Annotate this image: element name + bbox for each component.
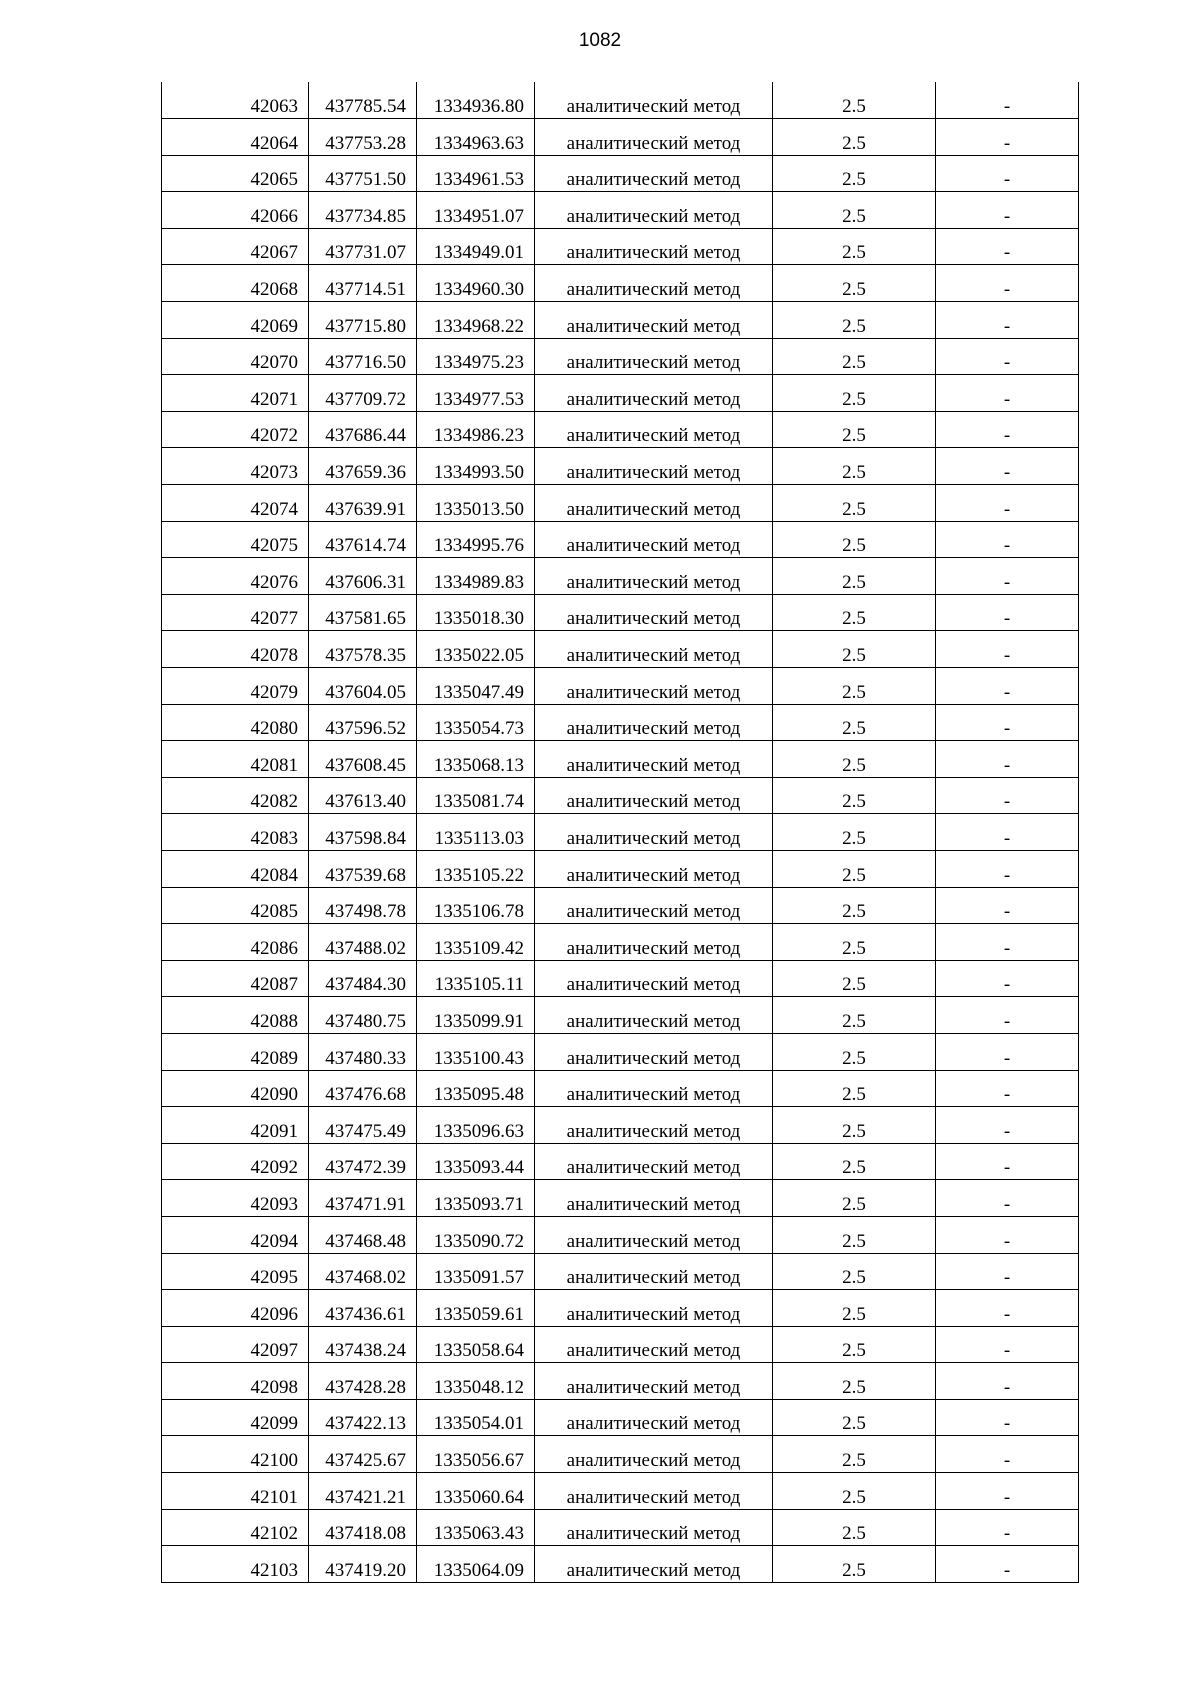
y-coordinate-cell: 1334961.53 [417,155,535,192]
note-cell: - [936,1180,1079,1217]
table-row [162,850,1079,887]
x-coordinate-cell: 437604.05 [309,668,417,705]
note-cell: - [936,228,1079,265]
point-number-cell: 42077 [162,594,309,631]
y-coordinate-cell: 1335095.48 [417,1070,535,1107]
point-number-cell: 42093 [162,1180,309,1217]
y-coordinate-cell: 1335022.05 [417,631,535,668]
method-cell: аналитический метод [535,375,773,412]
x-coordinate-cell: 437476.68 [309,1070,417,1107]
note-cell: - [936,1216,1079,1253]
accuracy-cell: 2.5 [773,155,936,192]
accuracy-cell: 2.5 [773,302,936,339]
table-row [162,411,1079,448]
note-cell: - [936,631,1079,668]
note-cell: - [936,1033,1079,1070]
note-cell: - [936,960,1079,997]
point-number-cell: 42072 [162,411,309,448]
accuracy-cell: 2.5 [773,1363,936,1400]
page-number: 1082 [578,30,622,51]
x-coordinate-cell: 437418.08 [309,1509,417,1546]
x-coordinate-cell: 437731.07 [309,228,417,265]
method-cell: аналитический метод [535,1070,773,1107]
method-cell: аналитический метод [535,265,773,302]
y-coordinate-cell: 1335096.63 [417,1107,535,1144]
point-number-cell: 42081 [162,741,309,778]
point-number-cell: 42074 [162,485,309,522]
y-coordinate-cell: 1334951.07 [417,192,535,229]
x-coordinate-cell: 437659.36 [309,448,417,485]
table-row [162,558,1079,595]
point-number-cell: 42097 [162,1326,309,1363]
x-coordinate-cell: 437596.52 [309,704,417,741]
y-coordinate-cell: 1335054.01 [417,1399,535,1436]
accuracy-cell: 2.5 [773,119,936,156]
accuracy-cell: 2.5 [773,1033,936,1070]
method-cell: аналитический метод [535,192,773,229]
table-row [162,82,1079,119]
accuracy-cell: 2.5 [773,1546,936,1583]
point-number-cell: 42078 [162,631,309,668]
x-coordinate-cell: 437436.61 [309,1290,417,1327]
y-coordinate-cell: 1335099.91 [417,997,535,1034]
accuracy-cell: 2.5 [773,82,936,119]
x-coordinate-cell: 437468.02 [309,1253,417,1290]
note-cell: - [936,704,1079,741]
coordinates-table-body [162,82,1079,1582]
table-row [162,1253,1079,1290]
note-cell: - [936,265,1079,302]
table-row [162,521,1079,558]
y-coordinate-cell: 1335064.09 [417,1546,535,1583]
method-cell: аналитический метод [535,485,773,522]
y-coordinate-cell: 1335060.64 [417,1473,535,1510]
point-number-cell: 42095 [162,1253,309,1290]
x-coordinate-cell: 437639.91 [309,485,417,522]
method-cell: аналитический метод [535,1143,773,1180]
accuracy-cell: 2.5 [773,521,936,558]
table-row [162,1326,1079,1363]
accuracy-cell: 2.5 [773,1326,936,1363]
y-coordinate-cell: 1335093.44 [417,1143,535,1180]
note-cell: - [936,594,1079,631]
accuracy-cell: 2.5 [773,997,936,1034]
method-cell: аналитический метод [535,119,773,156]
method-cell: аналитический метод [535,448,773,485]
point-number-cell: 42094 [162,1216,309,1253]
table-row [162,1107,1079,1144]
x-coordinate-cell: 437598.84 [309,814,417,851]
y-coordinate-cell: 1334936.80 [417,82,535,119]
accuracy-cell: 2.5 [773,1070,936,1107]
x-coordinate-cell: 437480.33 [309,1033,417,1070]
note-cell: - [936,1546,1079,1583]
y-coordinate-cell: 1335047.49 [417,668,535,705]
note-cell: - [936,119,1079,156]
point-number-cell: 42100 [162,1436,309,1473]
accuracy-cell: 2.5 [773,741,936,778]
method-cell: аналитический метод [535,521,773,558]
point-number-cell: 42090 [162,1070,309,1107]
x-coordinate-cell: 437468.48 [309,1216,417,1253]
method-cell: аналитический метод [535,924,773,961]
note-cell: - [936,1509,1079,1546]
coordinates-table [161,82,1079,1583]
x-coordinate-cell: 437498.78 [309,887,417,924]
table-row [162,192,1079,229]
note-cell: - [936,1143,1079,1180]
note-cell: - [936,1399,1079,1436]
note-cell: - [936,448,1079,485]
table-row [162,302,1079,339]
table-row [162,960,1079,997]
method-cell: аналитический метод [535,631,773,668]
table-row [162,668,1079,705]
accuracy-cell: 2.5 [773,594,936,631]
x-coordinate-cell: 437785.54 [309,82,417,119]
x-coordinate-cell: 437753.28 [309,119,417,156]
point-number-cell: 42067 [162,228,309,265]
y-coordinate-cell: 1335106.78 [417,887,535,924]
note-cell: - [936,924,1079,961]
method-cell: аналитический метод [535,302,773,339]
y-coordinate-cell: 1334960.30 [417,265,535,302]
point-number-cell: 42101 [162,1473,309,1510]
x-coordinate-cell: 437428.28 [309,1363,417,1400]
x-coordinate-cell: 437606.31 [309,558,417,595]
point-number-cell: 42063 [162,82,309,119]
table-row [162,338,1079,375]
method-cell: аналитический метод [535,814,773,851]
accuracy-cell: 2.5 [773,850,936,887]
y-coordinate-cell: 1334995.76 [417,521,535,558]
x-coordinate-cell: 437484.30 [309,960,417,997]
note-cell: - [936,1436,1079,1473]
point-number-cell: 42092 [162,1143,309,1180]
table-row [162,924,1079,961]
accuracy-cell: 2.5 [773,1290,936,1327]
accuracy-cell: 2.5 [773,887,936,924]
method-cell: аналитический метод [535,558,773,595]
accuracy-cell: 2.5 [773,668,936,705]
x-coordinate-cell: 437539.68 [309,850,417,887]
point-number-cell: 42069 [162,302,309,339]
accuracy-cell: 2.5 [773,1399,936,1436]
note-cell: - [936,82,1079,119]
point-number-cell: 42070 [162,338,309,375]
method-cell: аналитический метод [535,228,773,265]
accuracy-cell: 2.5 [773,1436,936,1473]
point-number-cell: 42088 [162,997,309,1034]
x-coordinate-cell: 437613.40 [309,777,417,814]
point-number-cell: 42086 [162,924,309,961]
accuracy-cell: 2.5 [773,1180,936,1217]
method-cell: аналитический метод [535,1290,773,1327]
x-coordinate-cell: 437488.02 [309,924,417,961]
table-row [162,1546,1079,1583]
method-cell: аналитический метод [535,1363,773,1400]
method-cell: аналитический метод [535,1399,773,1436]
method-cell: аналитический метод [535,850,773,887]
y-coordinate-cell: 1335091.57 [417,1253,535,1290]
method-cell: аналитический метод [535,1216,773,1253]
accuracy-cell: 2.5 [773,1216,936,1253]
method-cell: аналитический метод [535,1326,773,1363]
y-coordinate-cell: 1335093.71 [417,1180,535,1217]
y-coordinate-cell: 1334993.50 [417,448,535,485]
y-coordinate-cell: 1335058.64 [417,1326,535,1363]
x-coordinate-cell: 437425.67 [309,1436,417,1473]
note-cell: - [936,411,1079,448]
table-row [162,1180,1079,1217]
table-row [162,777,1079,814]
table-row [162,741,1079,778]
x-coordinate-cell: 437709.72 [309,375,417,412]
y-coordinate-cell: 1335054.73 [417,704,535,741]
table-row [162,375,1079,412]
accuracy-cell: 2.5 [773,814,936,851]
note-cell: - [936,1363,1079,1400]
method-cell: аналитический метод [535,1546,773,1583]
note-cell: - [936,887,1079,924]
method-cell: аналитический метод [535,997,773,1034]
y-coordinate-cell: 1335059.61 [417,1290,535,1327]
point-number-cell: 42098 [162,1363,309,1400]
table-row [162,594,1079,631]
note-cell: - [936,850,1079,887]
table-row [162,1363,1079,1400]
x-coordinate-cell: 437581.65 [309,594,417,631]
table-row [162,631,1079,668]
accuracy-cell: 2.5 [773,777,936,814]
table-row [162,1290,1079,1327]
point-number-cell: 42091 [162,1107,309,1144]
point-number-cell: 42087 [162,960,309,997]
table-row [162,1473,1079,1510]
accuracy-cell: 2.5 [773,1473,936,1510]
table-row [162,997,1079,1034]
point-number-cell: 42083 [162,814,309,851]
method-cell: аналитический метод [535,338,773,375]
method-cell: аналитический метод [535,704,773,741]
y-coordinate-cell: 1334975.23 [417,338,535,375]
note-cell: - [936,1473,1079,1510]
y-coordinate-cell: 1335105.11 [417,960,535,997]
table-row [162,1399,1079,1436]
x-coordinate-cell: 437608.45 [309,741,417,778]
y-coordinate-cell: 1335090.72 [417,1216,535,1253]
y-coordinate-cell: 1335109.42 [417,924,535,961]
x-coordinate-cell: 437419.20 [309,1546,417,1583]
note-cell: - [936,1253,1079,1290]
note-cell: - [936,338,1079,375]
table-row [162,1509,1079,1546]
y-coordinate-cell: 1335013.50 [417,485,535,522]
accuracy-cell: 2.5 [773,558,936,595]
accuracy-cell: 2.5 [773,228,936,265]
accuracy-cell: 2.5 [773,960,936,997]
x-coordinate-cell: 437438.24 [309,1326,417,1363]
note-cell: - [936,1290,1079,1327]
y-coordinate-cell: 1334977.53 [417,375,535,412]
x-coordinate-cell: 437714.51 [309,265,417,302]
method-cell: аналитический метод [535,1107,773,1144]
accuracy-cell: 2.5 [773,1107,936,1144]
x-coordinate-cell: 437751.50 [309,155,417,192]
x-coordinate-cell: 437472.39 [309,1143,417,1180]
table-row [162,265,1079,302]
table-row [162,1070,1079,1107]
note-cell: - [936,814,1079,851]
accuracy-cell: 2.5 [773,192,936,229]
y-coordinate-cell: 1334968.22 [417,302,535,339]
method-cell: аналитический метод [535,155,773,192]
accuracy-cell: 2.5 [773,411,936,448]
method-cell: аналитический метод [535,741,773,778]
note-cell: - [936,192,1079,229]
table-row [162,448,1079,485]
method-cell: аналитический метод [535,960,773,997]
x-coordinate-cell: 437422.13 [309,1399,417,1436]
point-number-cell: 42089 [162,1033,309,1070]
method-cell: аналитический метод [535,1436,773,1473]
method-cell: аналитический метод [535,411,773,448]
point-number-cell: 42064 [162,119,309,156]
note-cell: - [936,1326,1079,1363]
point-number-cell: 42099 [162,1399,309,1436]
accuracy-cell: 2.5 [773,338,936,375]
table-row [162,485,1079,522]
table-row [162,704,1079,741]
note-cell: - [936,155,1079,192]
y-coordinate-cell: 1335056.67 [417,1436,535,1473]
y-coordinate-cell: 1335081.74 [417,777,535,814]
table-row [162,155,1079,192]
x-coordinate-cell: 437578.35 [309,631,417,668]
accuracy-cell: 2.5 [773,448,936,485]
note-cell: - [936,741,1079,778]
method-cell: аналитический метод [535,82,773,119]
x-coordinate-cell: 437480.75 [309,997,417,1034]
table-row [162,814,1079,851]
y-coordinate-cell: 1335100.43 [417,1033,535,1070]
method-cell: аналитический метод [535,1509,773,1546]
point-number-cell: 42073 [162,448,309,485]
note-cell: - [936,375,1079,412]
point-number-cell: 42103 [162,1546,309,1583]
y-coordinate-cell: 1334989.83 [417,558,535,595]
y-coordinate-cell: 1335063.43 [417,1509,535,1546]
method-cell: аналитический метод [535,594,773,631]
accuracy-cell: 2.5 [773,1253,936,1290]
method-cell: аналитический метод [535,1253,773,1290]
point-number-cell: 42084 [162,850,309,887]
table-row [162,887,1079,924]
note-cell: - [936,302,1079,339]
accuracy-cell: 2.5 [773,1143,936,1180]
y-coordinate-cell: 1334986.23 [417,411,535,448]
table-row [162,1436,1079,1473]
accuracy-cell: 2.5 [773,1509,936,1546]
note-cell: - [936,1070,1079,1107]
x-coordinate-cell: 437716.50 [309,338,417,375]
y-coordinate-cell: 1335068.13 [417,741,535,778]
method-cell: аналитический метод [535,668,773,705]
method-cell: аналитический метод [535,1033,773,1070]
note-cell: - [936,668,1079,705]
point-number-cell: 42080 [162,704,309,741]
accuracy-cell: 2.5 [773,485,936,522]
point-number-cell: 42082 [162,777,309,814]
note-cell: - [936,777,1079,814]
accuracy-cell: 2.5 [773,375,936,412]
y-coordinate-cell: 1334963.63 [417,119,535,156]
note-cell: - [936,1107,1079,1144]
method-cell: аналитический метод [535,777,773,814]
note-cell: - [936,521,1079,558]
x-coordinate-cell: 437471.91 [309,1180,417,1217]
table-row [162,1033,1079,1070]
point-number-cell: 42071 [162,375,309,412]
accuracy-cell: 2.5 [773,631,936,668]
note-cell: - [936,485,1079,522]
table-row [162,1216,1079,1253]
point-number-cell: 42065 [162,155,309,192]
y-coordinate-cell: 1334949.01 [417,228,535,265]
point-number-cell: 42068 [162,265,309,302]
accuracy-cell: 2.5 [773,704,936,741]
x-coordinate-cell: 437614.74 [309,521,417,558]
method-cell: аналитический метод [535,1473,773,1510]
method-cell: аналитический метод [535,887,773,924]
x-coordinate-cell: 437421.21 [309,1473,417,1510]
point-number-cell: 42076 [162,558,309,595]
point-number-cell: 42079 [162,668,309,705]
note-cell: - [936,997,1079,1034]
point-number-cell: 42066 [162,192,309,229]
y-coordinate-cell: 1335048.12 [417,1363,535,1400]
point-number-cell: 42085 [162,887,309,924]
accuracy-cell: 2.5 [773,265,936,302]
table-row [162,228,1079,265]
y-coordinate-cell: 1335105.22 [417,850,535,887]
y-coordinate-cell: 1335018.30 [417,594,535,631]
table-row [162,1143,1079,1180]
point-number-cell: 42096 [162,1290,309,1327]
table-row [162,119,1079,156]
x-coordinate-cell: 437475.49 [309,1107,417,1144]
x-coordinate-cell: 437715.80 [309,302,417,339]
point-number-cell: 42102 [162,1509,309,1546]
x-coordinate-cell: 437734.85 [309,192,417,229]
point-number-cell: 42075 [162,521,309,558]
y-coordinate-cell: 1335113.03 [417,814,535,851]
note-cell: - [936,558,1079,595]
x-coordinate-cell: 437686.44 [309,411,417,448]
accuracy-cell: 2.5 [773,924,936,961]
method-cell: аналитический метод [535,1180,773,1217]
